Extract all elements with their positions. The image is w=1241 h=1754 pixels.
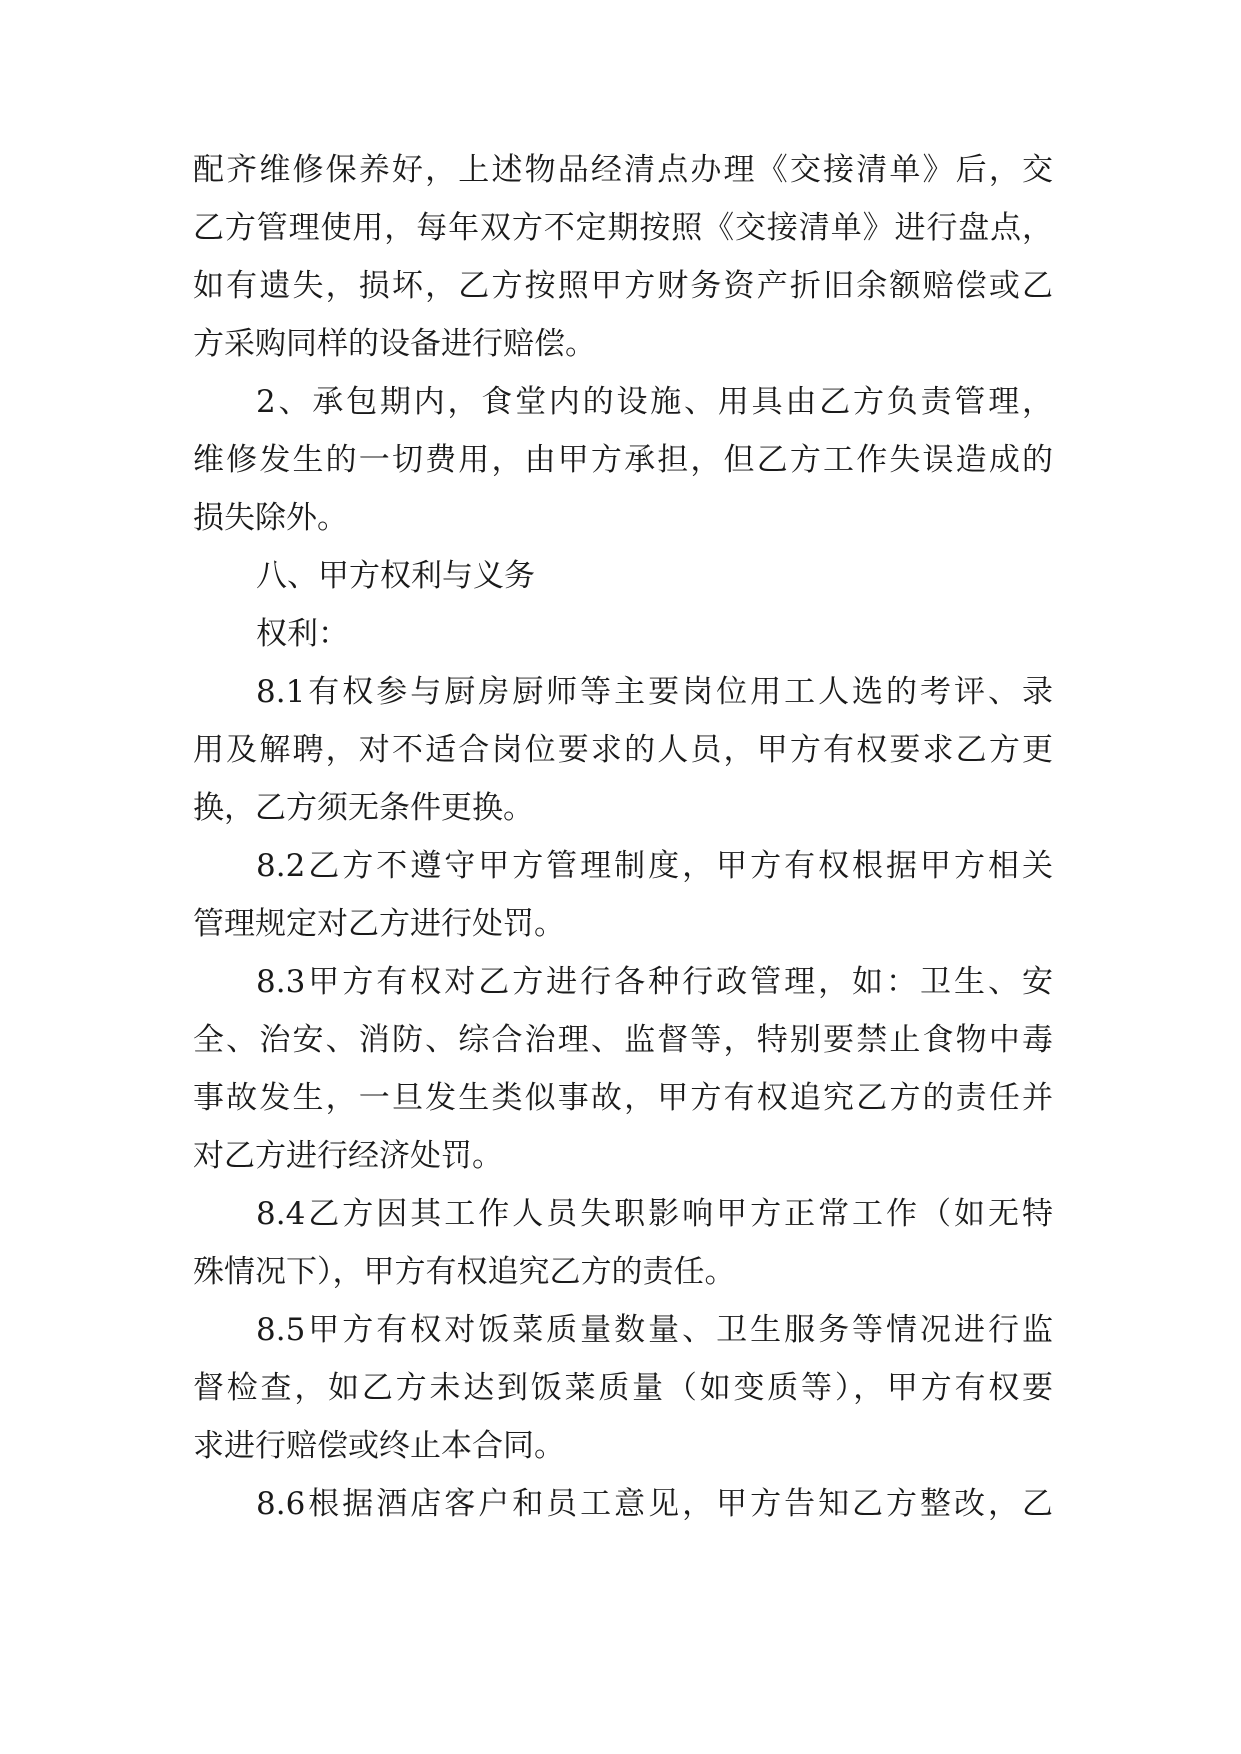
subheading-rights: 权利： [256, 616, 349, 652]
text-line: 如有遗失，损坏，乙方按照甲方财务资产折旧余额赔偿或乙 [193, 268, 1053, 304]
text-line: 乙方管理使用，每年双方不定期按照《交接清单》进行盘点， [193, 210, 1053, 246]
paragraph-first-line: 8.6根据酒店客户和员工意见，甲方告知乙方整改，乙 [256, 1486, 1053, 1522]
text-line: 求进行赔偿或终止本合同。 [193, 1428, 565, 1464]
text-line: 殊情况下），甲方有权追究乙方的责任。 [193, 1254, 736, 1290]
paragraph-first-line: 8.4乙方因其工作人员失职影响甲方正常工作（如无特 [256, 1196, 1053, 1232]
text-line: 对乙方进行经济处罚。 [193, 1138, 503, 1174]
paragraph-first-line: 8.5甲方有权对饭菜质量数量、卫生服务等情况进行监 [256, 1312, 1053, 1348]
text-line: 事故发生，一旦发生类似事故，甲方有权追究乙方的责任并 [193, 1080, 1053, 1116]
text-line: 配齐维修保养好，上述物品经清点办理《交接清单》后，交 [193, 152, 1053, 188]
paragraph-first-line: 8.2乙方不遵守甲方管理制度，甲方有权根据甲方相关 [256, 848, 1053, 884]
paragraph-first-line: 2、承包期内，食堂内的设施、用具由乙方负责管理， [256, 384, 1053, 420]
text-line: 用及解聘，对不适合岗位要求的人员，甲方有权要求乙方更 [193, 732, 1053, 768]
text-line: 全、治安、消防、综合治理、监督等，特别要禁止食物中毒 [193, 1022, 1053, 1058]
text-line: 管理规定对乙方进行处罚。 [193, 906, 565, 942]
text-line: 换，乙方须无条件更换。 [193, 790, 534, 826]
text-line: 维修发生的一切费用，由甲方承担，但乙方工作失误造成的 [193, 442, 1053, 478]
text-line: 损失除外。 [193, 500, 348, 536]
section-heading: 八、甲方权利与义务 [256, 558, 535, 594]
paragraph-first-line: 8.3甲方有权对乙方进行各种行政管理，如：卫生、安 [256, 964, 1053, 1000]
text-line: 督检查，如乙方未达到饭菜质量（如变质等），甲方有权要 [193, 1370, 1053, 1406]
paragraph-first-line: 8.1有权参与厨房厨师等主要岗位用工人选的考评、录 [256, 674, 1053, 710]
text-line: 方采购同样的设备进行赔偿。 [193, 326, 596, 362]
